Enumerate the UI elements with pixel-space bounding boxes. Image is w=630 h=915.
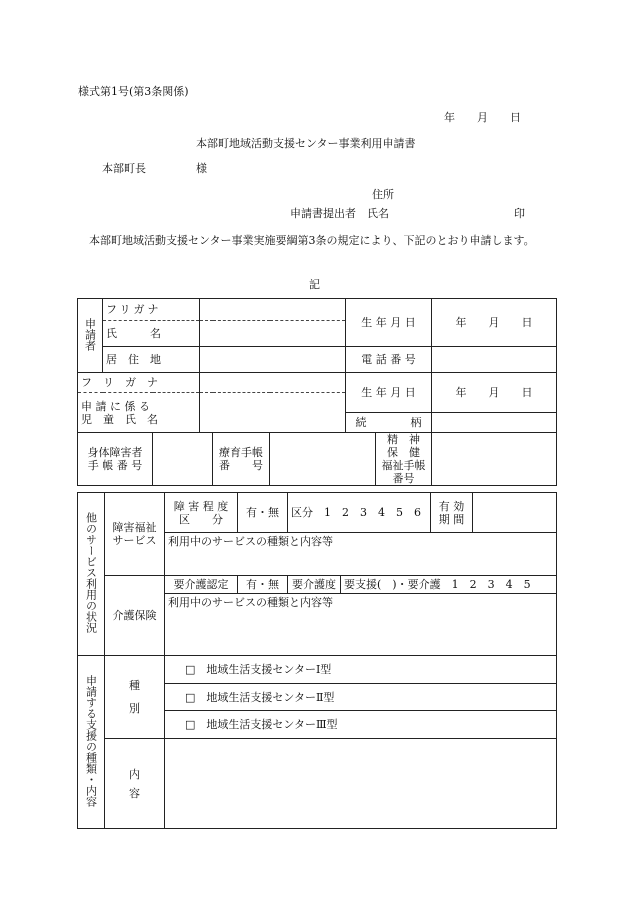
date-line: 年 月 日	[444, 111, 521, 124]
addressee: 本部町長	[102, 162, 146, 175]
furigana-field[interactable]	[200, 299, 346, 321]
welfare-yes-no[interactable]: 有・無	[238, 493, 288, 533]
care-degree-label: 要介護度	[288, 576, 341, 594]
mental-line2: 福祉手帳番号	[381, 459, 426, 485]
form-number: 様式第1号(第3条関係)	[78, 85, 189, 98]
relationship-field[interactable]	[432, 413, 557, 433]
form-title: 本部町地域活動支援センター事業利用申請書	[196, 137, 416, 150]
degree-line2: 区 分	[179, 512, 223, 526]
ryoiku-label	[213, 433, 270, 486]
address-label: 住所	[372, 188, 394, 201]
content-line2: 容	[129, 786, 140, 800]
mental-line1: 精 神 保 健	[387, 433, 432, 459]
phone-field[interactable]	[432, 347, 557, 373]
relationship-label: 続 柄	[346, 413, 432, 433]
care-insurance-label: 介護保険	[105, 576, 165, 656]
applicant-label: 申請者	[83, 317, 97, 351]
child-birthdate-label: 生 年 月 日	[346, 373, 432, 413]
mental-field[interactable]	[432, 433, 557, 486]
content-field[interactable]	[165, 739, 557, 829]
requested-label: 申請する支援の種類・内容	[84, 674, 98, 807]
type-line2: 別	[129, 702, 140, 715]
birthdate-label: 生 年 月 日	[346, 299, 432, 347]
ryoiku-line1: 療育手帳	[219, 446, 264, 459]
requested-label-cell	[78, 656, 105, 829]
degree-label	[165, 493, 238, 533]
category-select[interactable]: 区分 1 2 3 4 5 6	[288, 493, 431, 533]
phone-label: 電 話 番 号	[346, 347, 432, 373]
other-services-label-cell	[78, 493, 105, 656]
seal-mark: 印	[514, 207, 525, 220]
content-label	[105, 739, 165, 829]
valid-line1: 有 効	[438, 499, 465, 513]
care-levels-select[interactable]: 要支援( )・要介護 1 2 3 4 5	[341, 576, 557, 594]
welfare-label	[105, 493, 165, 576]
ryoiku-field[interactable]	[270, 433, 376, 486]
care-yes-no[interactable]: 有・無	[238, 576, 288, 594]
option-type-3[interactable]: □ 地域生活支援センターⅢ型	[165, 711, 557, 739]
disability-cert-line1: 身体障害者	[87, 446, 143, 459]
disability-cert-label	[78, 433, 153, 486]
child-name-field[interactable]	[200, 393, 346, 433]
applicant-table	[77, 298, 557, 486]
furigana-label: フリガナ	[103, 299, 200, 321]
child-name-line2: 児 童 氏 名	[81, 412, 158, 426]
address-cell-label: 居 住 地	[103, 347, 200, 373]
valid-line2: 期 間	[438, 512, 465, 526]
care-cert-label: 要介護認定	[165, 576, 238, 594]
name-label: 氏 名	[103, 321, 200, 347]
type-line1: 種	[129, 679, 140, 692]
disability-cert-field[interactable]	[153, 433, 213, 486]
child-birthdate-field[interactable]: 年 月 日	[432, 373, 557, 413]
child-furigana-label: フ リ ガ ナ	[78, 373, 200, 393]
mental-label	[376, 433, 432, 486]
option-type-2[interactable]: □ 地域生活支援センターⅡ型	[165, 684, 557, 711]
care-services-in-use[interactable]: 利用中のサービスの種類と内容等	[165, 594, 557, 656]
welfare-line1: 障害福祉	[112, 521, 157, 534]
other-services-label: 他のサービス利用の状況	[84, 512, 98, 633]
ryoiku-line2: 番 号	[219, 459, 264, 472]
address-field[interactable]	[200, 347, 346, 373]
submitter-label: 申請書提出者 氏名	[290, 207, 389, 220]
ki-label: 記	[309, 278, 320, 291]
child-furigana-field[interactable]	[200, 373, 346, 393]
birthdate-field[interactable]: 年 月 日	[432, 299, 557, 347]
option-type-1[interactable]: □ 地域生活支援センターⅠ型	[165, 656, 557, 684]
body-text: 本部町地域活動支援センター事業実施要綱第3条の規定により、下記のとおり申請します。	[89, 234, 535, 247]
welfare-services-in-use[interactable]: 利用中のサービスの種類と内容等	[165, 533, 557, 576]
child-name-label	[78, 393, 200, 433]
valid-period-label	[431, 493, 473, 533]
content-line1: 内	[129, 767, 140, 781]
disability-cert-line2: 手 帳 番 号	[87, 459, 143, 472]
degree-line1: 障 害 程 度	[173, 499, 229, 513]
honorific: 様	[196, 162, 207, 175]
applicant-label-cell	[78, 299, 103, 373]
child-name-line1: 申 請 に 係 る	[81, 399, 150, 413]
valid-period-field[interactable]	[473, 493, 557, 533]
services-table	[77, 492, 557, 829]
type-label	[105, 656, 165, 739]
welfare-line2: サービス	[112, 534, 157, 547]
name-field[interactable]	[200, 321, 346, 347]
